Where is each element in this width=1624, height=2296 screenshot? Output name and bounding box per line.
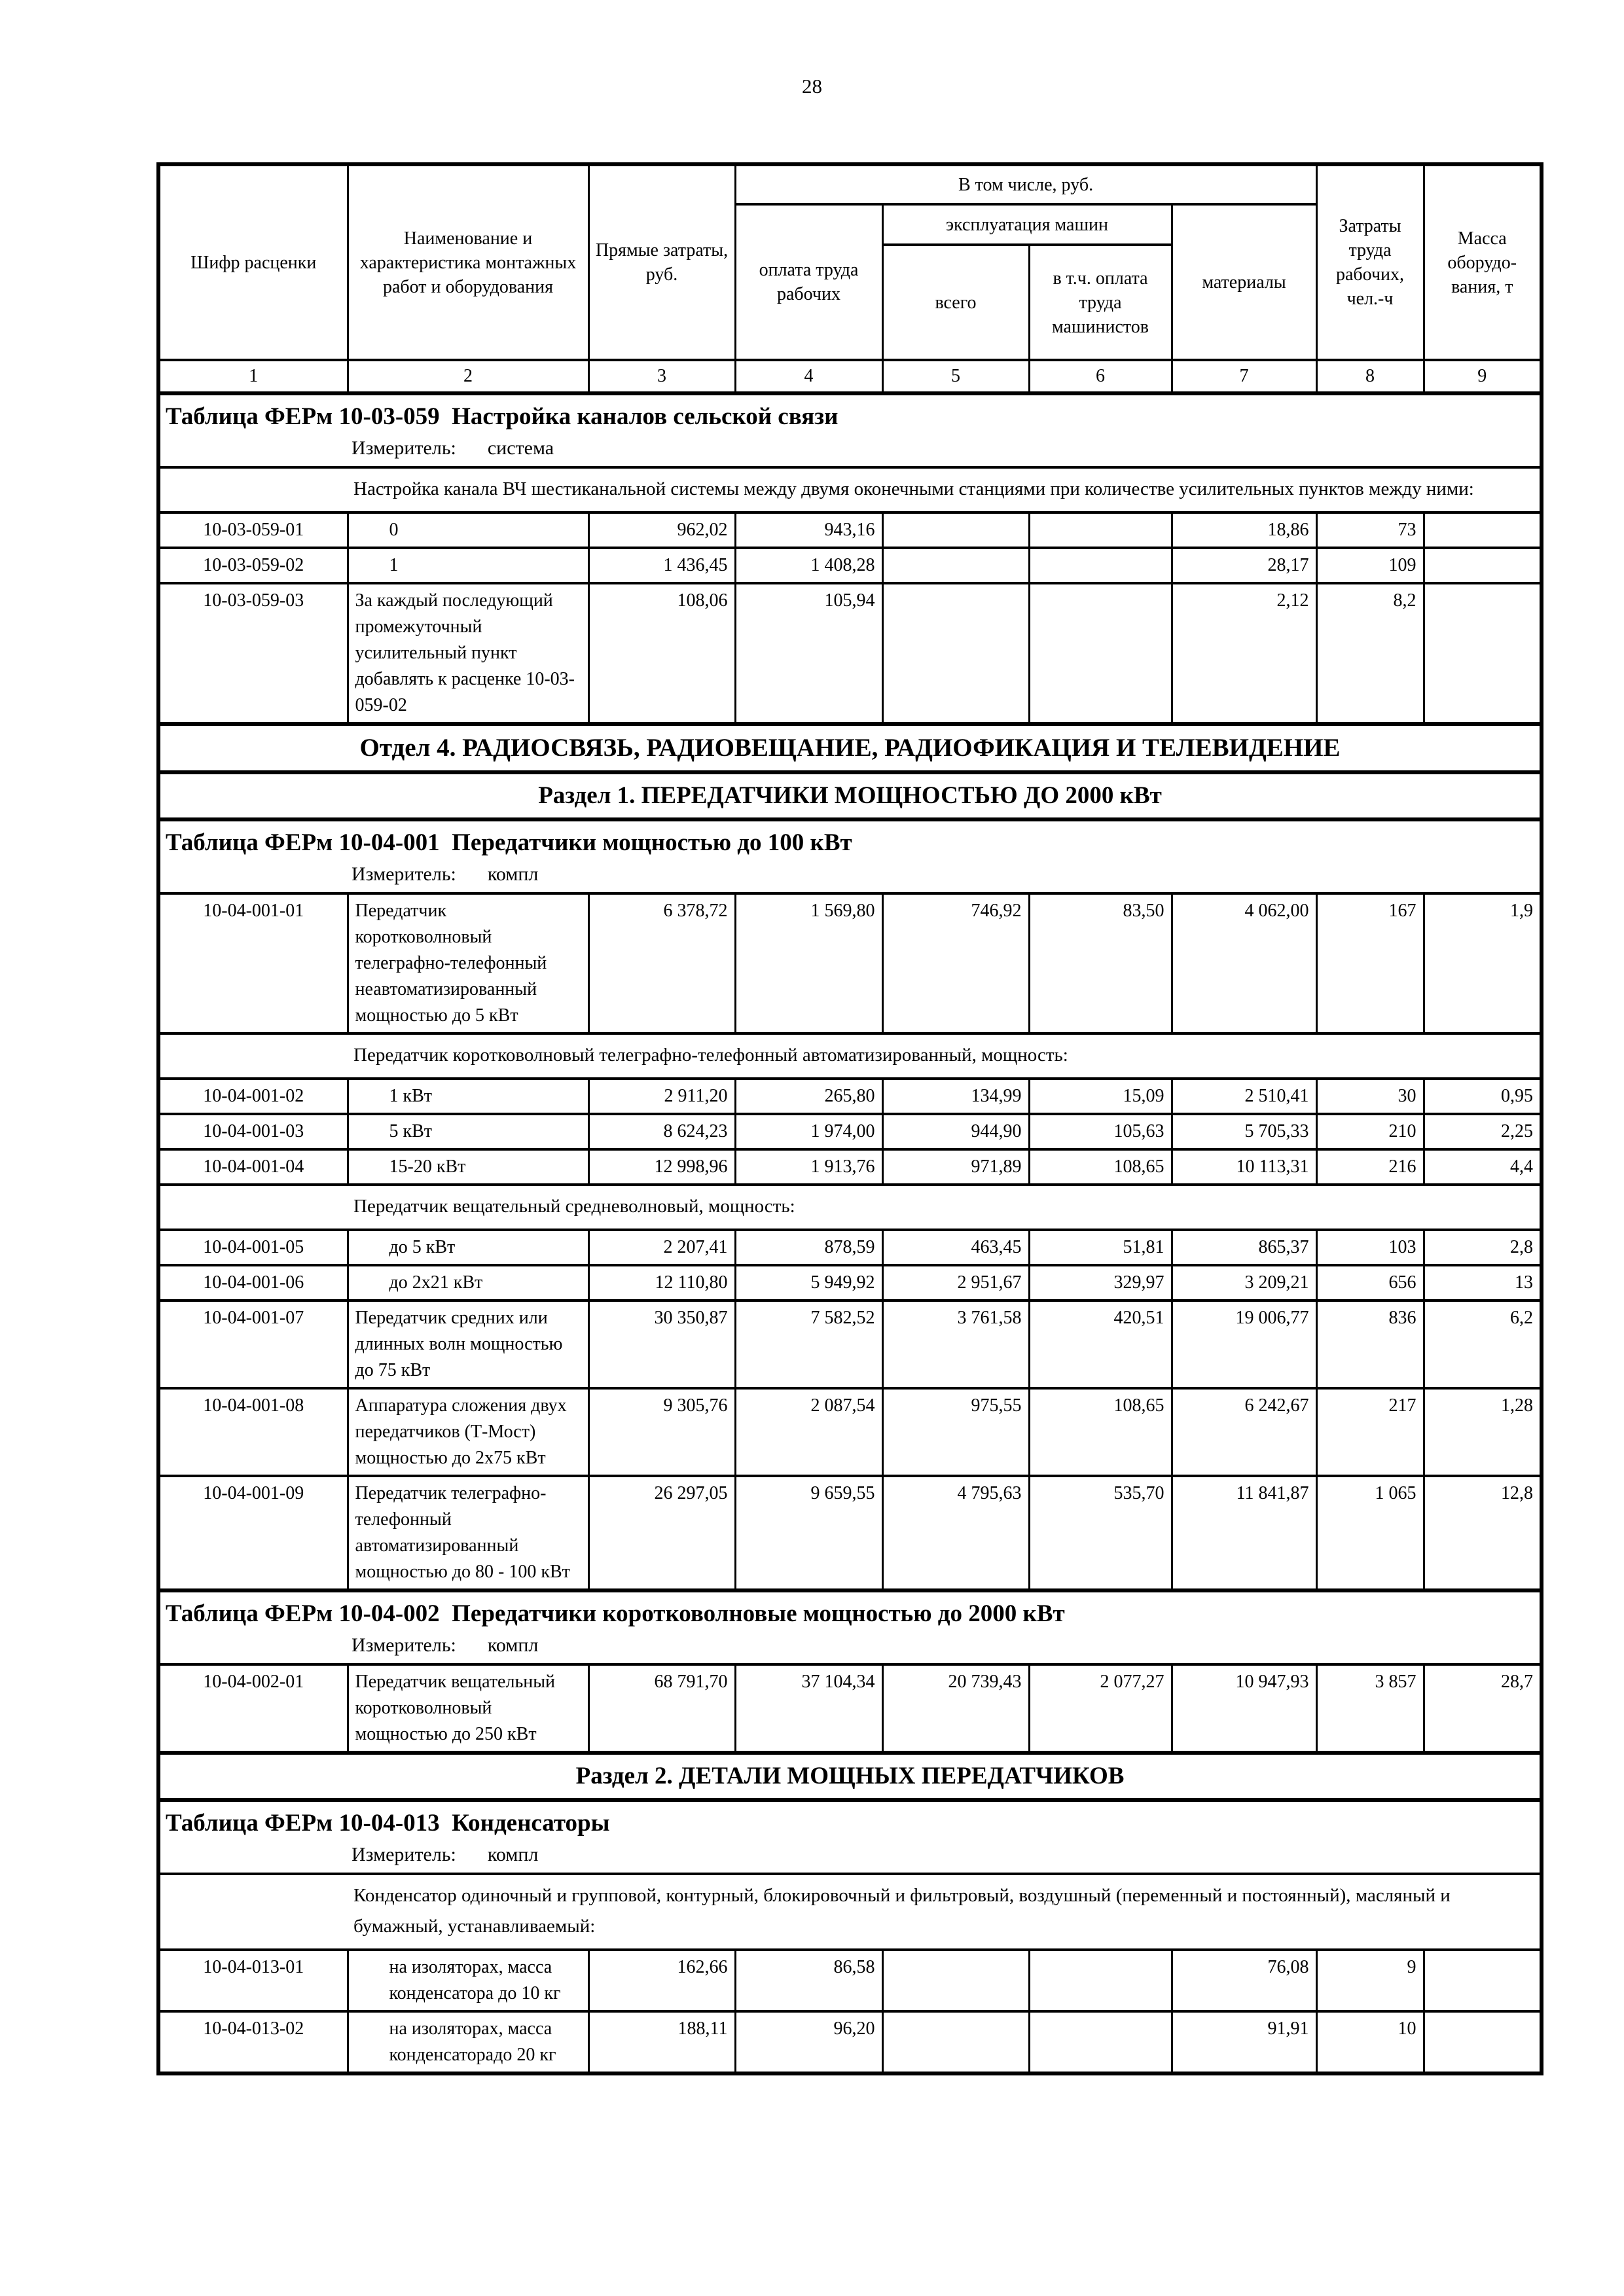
- cell-machines-total: [882, 2011, 1029, 2073]
- column-number-6: 6: [1029, 360, 1172, 393]
- table-row-10-03-059-03: [158, 583, 1542, 724]
- cell-materials: 865,37: [1172, 1230, 1316, 1265]
- cell-equipment-mass: 4,4: [1424, 1149, 1542, 1185]
- cell-machines-total: 971,89: [882, 1149, 1029, 1185]
- table-row-10-03-059-02: [158, 548, 1542, 583]
- description-cell: Передатчик вещательный средневолновый, мощность:: [158, 1185, 1542, 1230]
- cell-direct-costs: 68 791,70: [588, 1664, 735, 1753]
- cell-machines-total: 2 951,67: [882, 1265, 1029, 1300]
- cell-rate-code: 10-04-001-06: [158, 1265, 348, 1300]
- cell-materials: 19 006,77: [1172, 1300, 1316, 1388]
- description-row: [158, 1033, 1542, 1079]
- table-row-10-03-059-01: [158, 512, 1542, 548]
- cell-work-name: 1 кВт: [348, 1079, 588, 1114]
- cell-equipment-mass: 2,25: [1424, 1114, 1542, 1149]
- measure-unit: компл: [487, 1844, 539, 1865]
- measure-label: Измеритель:: [352, 437, 456, 459]
- cell-direct-costs: 12 110,80: [588, 1265, 735, 1300]
- column-number-7: 7: [1172, 360, 1316, 393]
- cell-rate-code: 10-04-001-02: [158, 1079, 348, 1114]
- table-title: Таблица ФЕРм 10-04-001 Передатчики мощностью до 100 кВт: [166, 829, 852, 856]
- cell-labor-pay: 105,94: [735, 583, 882, 724]
- cell-work-name: Аппаратура сложения двух передатчиков (Т-Мост) мощностью до 2х75 кВт: [348, 1388, 588, 1476]
- section-title: Раздел 1. ПЕРЕДАТЧИКИ МОЩНОСТЬЮ ДО 2000 кВт: [158, 772, 1542, 819]
- cell-labor-pay: 96,20: [735, 2011, 882, 2073]
- cell-direct-costs: 12 998,96: [588, 1149, 735, 1185]
- cell-machines-total: [882, 583, 1029, 724]
- cell-materials: 11 841,87: [1172, 1476, 1316, 1590]
- cell-labor-pay: 1 974,00: [735, 1114, 882, 1149]
- cell-machines-total: [882, 512, 1029, 548]
- cell-labor-hours: 167: [1316, 893, 1424, 1033]
- table-row-10-04-013-01: [158, 1950, 1542, 2011]
- cell-materials: 76,08: [1172, 1950, 1316, 2011]
- cell-equipment-mass: 0,95: [1424, 1079, 1542, 1114]
- cell-work-name: Передатчик средних или длинных волн мощностью до 75 кВт: [348, 1300, 588, 1388]
- section-row-razdel-1: [158, 772, 1542, 819]
- cell-equipment-mass: 1,9: [1424, 893, 1542, 1033]
- header-col-labor-pay: оплата труда рабочих: [735, 204, 882, 360]
- column-number-2: 2: [348, 360, 588, 393]
- cell-materials: 18,86: [1172, 512, 1316, 548]
- cell-rate-code: 10-03-059-02: [158, 548, 348, 583]
- cell-rate-code: 10-04-013-01: [158, 1950, 348, 2011]
- section-row-otdel-4: [158, 724, 1542, 772]
- cell-materials: 91,91: [1172, 2011, 1316, 2073]
- cell-rate-code: 10-04-001-07: [158, 1300, 348, 1388]
- cell-machinists-pay: [1029, 2011, 1172, 2073]
- table-title-row-10-04-001: [158, 819, 1542, 893]
- cell-direct-costs: 2 911,20: [588, 1079, 735, 1114]
- description-cell: Конденсатор одиночный и групповой, контурный, блокировочный и фильтровый, воздушный (переменный и постоянный), масляный и бумажный, устанавливаемый:: [158, 1874, 1542, 1950]
- cell-materials: 28,17: [1172, 548, 1316, 583]
- table-title: Таблица ФЕРм 10-04-002 Передатчики коротковолновые мощностью до 2000 кВт: [166, 1600, 1065, 1627]
- description-cell: Передатчик коротковолновый телеграфно-телефонный автоматизированный, мощность:: [158, 1033, 1542, 1079]
- cell-machines-total: 134,99: [882, 1079, 1029, 1114]
- cell-work-name: Передатчик вещательный коротковолновый мощностью до 250 кВт: [348, 1664, 588, 1753]
- header-col-machines-total: всего: [882, 245, 1029, 360]
- cell-work-name: на изоляторах, масса конденсатора до 10 кг: [348, 1950, 588, 2011]
- cell-equipment-mass: 12,8: [1424, 1476, 1542, 1590]
- table-title: Таблица ФЕРм 10-03-059 Настройка каналов сельской связи: [166, 403, 839, 430]
- measure-unit: компл: [487, 863, 539, 885]
- table-title-row-10-04-002: [158, 1590, 1542, 1664]
- cell-work-name: 0: [348, 512, 588, 548]
- cell-labor-pay: 1 913,76: [735, 1149, 882, 1185]
- cell-labor-hours: 210: [1316, 1114, 1424, 1149]
- table-row-10-04-001-09: [158, 1476, 1542, 1590]
- table-title-row-10-04-013: [158, 1800, 1542, 1874]
- measure-line: [166, 1840, 1534, 1870]
- header-group-machines: эксплуатация машин: [882, 204, 1172, 245]
- cell-labor-pay: 943,16: [735, 512, 882, 548]
- measure-line: [166, 859, 1534, 889]
- cell-equipment-mass: 13: [1424, 1265, 1542, 1300]
- section-title: Раздел 2. ДЕТАЛИ МОЩНЫХ ПЕРЕДАТЧИКОВ: [158, 1753, 1542, 1800]
- cell-equipment-mass: 1,28: [1424, 1388, 1542, 1476]
- cell-labor-hours: 216: [1316, 1149, 1424, 1185]
- cell-work-name: За каждый последующий промежуточный усилительный пункт добавлять к расценке 10-03-059-02: [348, 583, 588, 724]
- column-number-9: 9: [1424, 360, 1542, 393]
- cell-direct-costs: 30 350,87: [588, 1300, 735, 1388]
- table-title-row-10-03-059: [158, 393, 1542, 467]
- table-row-10-04-001-04: [158, 1149, 1542, 1185]
- cell-rate-code: 10-04-001-08: [158, 1388, 348, 1476]
- cell-equipment-mass: [1424, 2011, 1542, 2073]
- cell-labor-hours: 836: [1316, 1300, 1424, 1388]
- table-row-10-04-001-08: [158, 1388, 1542, 1476]
- header-group-in-total: В том числе, руб.: [735, 164, 1316, 204]
- cell-machines-total: [882, 1950, 1029, 2011]
- cell-labor-pay: 86,58: [735, 1950, 882, 2011]
- cell-machines-total: 4 795,63: [882, 1476, 1029, 1590]
- cell-direct-costs: 162,66: [588, 1950, 735, 2011]
- cell-materials: 5 705,33: [1172, 1114, 1316, 1149]
- table-row-10-04-001-03: [158, 1114, 1542, 1149]
- table-title-cell: [158, 393, 1542, 467]
- cell-work-name: 5 кВт: [348, 1114, 588, 1149]
- cell-work-name: до 5 кВт: [348, 1230, 588, 1265]
- cell-equipment-mass: [1424, 512, 1542, 548]
- column-number-1: 1: [158, 360, 348, 393]
- column-number-4: 4: [735, 360, 882, 393]
- cell-rate-code: 10-04-001-04: [158, 1149, 348, 1185]
- cell-rate-code: 10-03-059-03: [158, 583, 348, 724]
- cell-work-name: до 2х21 кВт: [348, 1265, 588, 1300]
- cell-direct-costs: 188,11: [588, 2011, 735, 2073]
- cell-labor-hours: 3 857: [1316, 1664, 1424, 1753]
- cell-labor-hours: 73: [1316, 512, 1424, 548]
- cell-machinists-pay: 108,65: [1029, 1149, 1172, 1185]
- header-col-materials: материалы: [1172, 204, 1316, 360]
- table-row-10-04-013-02: [158, 2011, 1542, 2073]
- measure-unit: система: [487, 437, 554, 459]
- cell-equipment-mass: [1424, 583, 1542, 724]
- cell-machines-total: 944,90: [882, 1114, 1029, 1149]
- page-number: 28: [802, 75, 822, 98]
- cell-labor-hours: 30: [1316, 1079, 1424, 1114]
- cell-machinists-pay: 420,51: [1029, 1300, 1172, 1388]
- header-col-equipment-mass: Масса оборудо-вания, т: [1424, 164, 1542, 360]
- cell-machines-total: 20 739,43: [882, 1664, 1029, 1753]
- cell-direct-costs: 26 297,05: [588, 1476, 735, 1590]
- cell-machines-total: 3 761,58: [882, 1300, 1029, 1388]
- header-row-1: [158, 164, 1542, 204]
- column-number-5: 5: [882, 360, 1029, 393]
- cell-rate-code: 10-04-001-09: [158, 1476, 348, 1590]
- cell-labor-pay: 37 104,34: [735, 1664, 882, 1753]
- header-col-machinists-pay: в т.ч. оплата труда машинистов: [1029, 245, 1172, 360]
- measure-label: Измеритель:: [352, 1844, 456, 1865]
- cell-labor-pay: 878,59: [735, 1230, 882, 1265]
- description-row: [158, 1185, 1542, 1230]
- cell-labor-pay: 5 949,92: [735, 1265, 882, 1300]
- cell-materials: 10 947,93: [1172, 1664, 1316, 1753]
- section-row-razdel-2: [158, 1753, 1542, 1800]
- cell-labor-pay: 9 659,55: [735, 1476, 882, 1590]
- cell-labor-hours: 217: [1316, 1388, 1424, 1476]
- table-row-10-04-002-01: [158, 1664, 1542, 1753]
- cell-labor-hours: 109: [1316, 548, 1424, 583]
- header-col-direct-costs: Прямые затраты, руб.: [588, 164, 735, 360]
- cell-materials: 2,12: [1172, 583, 1316, 724]
- cell-labor-pay: 7 582,52: [735, 1300, 882, 1388]
- cell-direct-costs: 9 305,76: [588, 1388, 735, 1476]
- header-col-work-name: Наименование и характеристика монтажных работ и оборудования: [348, 164, 588, 360]
- measure-line: [166, 433, 1534, 463]
- description-row: [158, 1874, 1542, 1950]
- cell-work-name: 15-20 кВт: [348, 1149, 588, 1185]
- cell-direct-costs: 2 207,41: [588, 1230, 735, 1265]
- cell-labor-hours: 8,2: [1316, 583, 1424, 724]
- cell-machinists-pay: [1029, 1950, 1172, 2011]
- measure-line: [166, 1630, 1534, 1660]
- cell-machinists-pay: [1029, 548, 1172, 583]
- cell-machinists-pay: 15,09: [1029, 1079, 1172, 1114]
- cell-machinists-pay: 329,97: [1029, 1265, 1172, 1300]
- cell-work-name: Передатчик коротковолновый телеграфно-телефонный неавтоматизированный мощностью до 5 кВт: [348, 893, 588, 1033]
- cell-labor-pay: 265,80: [735, 1079, 882, 1114]
- cell-equipment-mass: [1424, 1950, 1542, 2011]
- table-row-10-04-001-07: [158, 1300, 1542, 1388]
- table-title-cell: [158, 1800, 1542, 1874]
- description-cell: Настройка канала ВЧ шестиканальной системы между двумя оконечными станциями при количестве усилительных пунктов между ними:: [158, 467, 1542, 512]
- table-row-10-04-001-01: [158, 893, 1542, 1033]
- cell-machinists-pay: [1029, 583, 1172, 724]
- cell-machinists-pay: 51,81: [1029, 1230, 1172, 1265]
- table-row-10-04-001-05: [158, 1230, 1542, 1265]
- cell-materials: 3 209,21: [1172, 1265, 1316, 1300]
- cell-work-name: на изоляторах, масса конденсаторадо 20 кг: [348, 2011, 588, 2073]
- cell-direct-costs: 6 378,72: [588, 893, 735, 1033]
- header-col-labor-hours: Затраты труда рабочих, чел.-ч: [1316, 164, 1424, 360]
- column-numbers-row: [158, 360, 1542, 393]
- table-title-cell: [158, 1590, 1542, 1664]
- cell-direct-costs: 8 624,23: [588, 1114, 735, 1149]
- cell-rate-code: 10-04-013-02: [158, 2011, 348, 2073]
- cell-materials: 10 113,31: [1172, 1149, 1316, 1185]
- table-title: Таблица ФЕРм 10-04-013 Конденсаторы: [166, 1810, 610, 1837]
- cell-rate-code: 10-04-001-05: [158, 1230, 348, 1265]
- table-title-cell: [158, 819, 1542, 893]
- cell-work-name: 1: [348, 548, 588, 583]
- cell-materials: 6 242,67: [1172, 1388, 1316, 1476]
- cell-materials: 2 510,41: [1172, 1079, 1316, 1114]
- cell-labor-pay: 1 408,28: [735, 548, 882, 583]
- cell-equipment-mass: 6,2: [1424, 1300, 1542, 1388]
- cell-direct-costs: 1 436,45: [588, 548, 735, 583]
- cell-machines-total: 463,45: [882, 1230, 1029, 1265]
- table-row-10-04-001-06: [158, 1265, 1542, 1300]
- cell-machines-total: [882, 548, 1029, 583]
- cell-labor-hours: 10: [1316, 2011, 1424, 2073]
- cell-labor-hours: 656: [1316, 1265, 1424, 1300]
- cell-rate-code: 10-04-002-01: [158, 1664, 348, 1753]
- cell-machinists-pay: 108,65: [1029, 1388, 1172, 1476]
- measure-label: Измеритель:: [352, 863, 456, 885]
- cell-machinists-pay: 535,70: [1029, 1476, 1172, 1590]
- cell-equipment-mass: [1424, 548, 1542, 583]
- cell-labor-pay: 1 569,80: [735, 893, 882, 1033]
- cell-equipment-mass: 28,7: [1424, 1664, 1542, 1753]
- cell-equipment-mass: 2,8: [1424, 1230, 1542, 1265]
- column-number-3: 3: [588, 360, 735, 393]
- rates-table: [156, 162, 1543, 2075]
- cell-rate-code: 10-04-001-01: [158, 893, 348, 1033]
- cell-machinists-pay: [1029, 512, 1172, 548]
- cell-work-name: Передатчик телеграфно-телефонный автоматизированный мощностью до 80 - 100 кВт: [348, 1476, 588, 1590]
- cell-labor-hours: 1 065: [1316, 1476, 1424, 1590]
- measure-label: Измеритель:: [352, 1634, 456, 1656]
- cell-rate-code: 10-03-059-01: [158, 512, 348, 548]
- cell-machinists-pay: 2 077,27: [1029, 1664, 1172, 1753]
- section-title: Отдел 4. РАДИОСВЯЗЬ, РАДИОВЕЩАНИЕ, РАДИОФИКАЦИЯ И ТЕЛЕВИДЕНИЕ: [158, 724, 1542, 772]
- table-row-10-04-001-02: [158, 1079, 1542, 1114]
- cell-direct-costs: 962,02: [588, 512, 735, 548]
- cell-rate-code: 10-04-001-03: [158, 1114, 348, 1149]
- cell-labor-hours: 103: [1316, 1230, 1424, 1265]
- cell-machines-total: 975,55: [882, 1388, 1029, 1476]
- cell-machinists-pay: 105,63: [1029, 1114, 1172, 1149]
- cell-machines-total: 746,92: [882, 893, 1029, 1033]
- cell-direct-costs: 108,06: [588, 583, 735, 724]
- description-row: [158, 467, 1542, 512]
- header-col-rate-code: Шифр расценки: [158, 164, 348, 360]
- cell-materials: 4 062,00: [1172, 893, 1316, 1033]
- column-number-8: 8: [1316, 360, 1424, 393]
- cell-machinists-pay: 83,50: [1029, 893, 1172, 1033]
- cell-labor-hours: 9: [1316, 1950, 1424, 2011]
- cell-labor-pay: 2 087,54: [735, 1388, 882, 1476]
- measure-unit: компл: [487, 1634, 539, 1656]
